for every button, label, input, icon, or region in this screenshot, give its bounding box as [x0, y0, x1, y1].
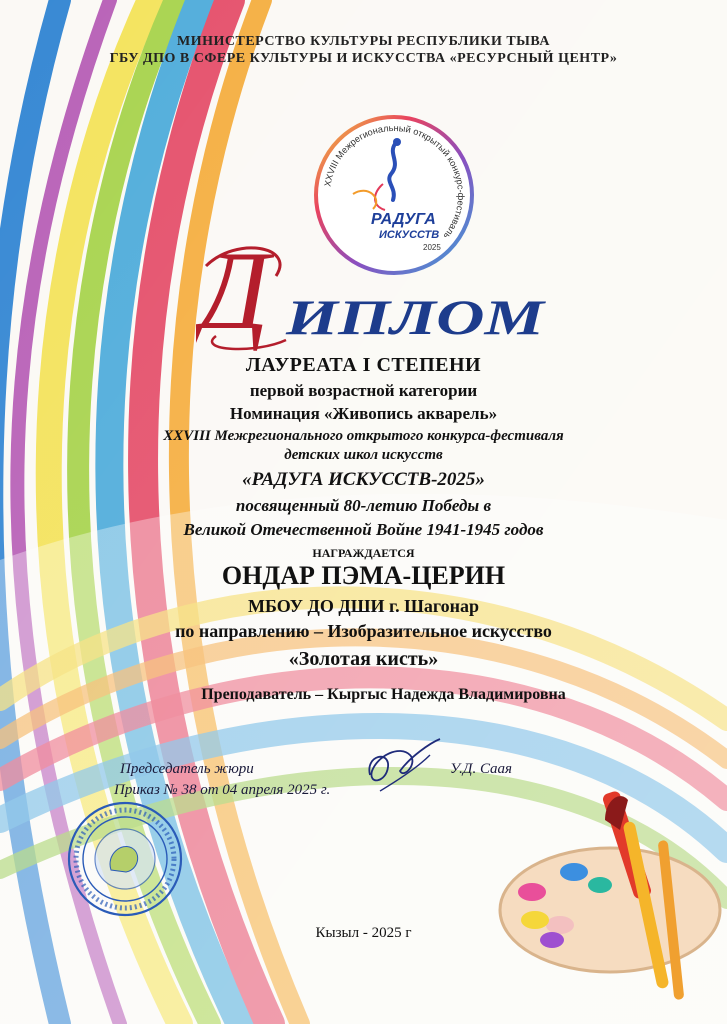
festival-name: «РАДУГА ИСКУССТВ-2025»	[242, 469, 485, 490]
contest-line1: XXVIII Межрегионального открытого конкурса-фестиваля	[163, 428, 564, 444]
recipient-school: МБОУ ДО ДШИ г. Шагонар	[247, 596, 480, 616]
teacher: Преподаватель – Кыргыс Надежда Владимировна	[201, 686, 566, 703]
signature-mark	[360, 735, 446, 793]
header-ministry: МИНИСТЕРСТВО КУЛЬТУРЫ РЕСПУБЛИКИ ТЫВА	[177, 34, 550, 49]
age-category: первой возрастной категории	[249, 381, 478, 400]
dedication-line1: посвященный 80-летию Победы в	[235, 496, 492, 515]
chair-name: У.Д. Саая	[450, 761, 513, 777]
paint-palette-illustration	[490, 780, 727, 1010]
diploma-title	[196, 236, 556, 354]
nomination: Номинация «Живопись акварель»	[229, 404, 498, 423]
order-number: Приказ № 38 от 04 апреля 2025 г.	[114, 782, 331, 798]
dedication-line2: Великой Отечественной Войне 1941-1945 годов	[183, 520, 544, 539]
header-organization: ГБУ ДПО В СФЕРЕ КУЛЬТУРЫ И ИСКУССТВА «РЕСУРСНЫЙ ЦЕНТР»	[109, 51, 618, 66]
logo-ring-text: XXVIII Межрегиональный открытый конкурс-фестиваль	[322, 122, 467, 241]
laureate-degree: ЛАУРЕАТА I СТЕПЕНИ	[245, 354, 482, 376]
logo-year: 2025	[423, 243, 441, 252]
title-initial: Д	[198, 236, 270, 353]
contest-line2: детских школ искусств	[284, 447, 443, 463]
work-title: «Золотая кисть»	[288, 648, 439, 670]
recipient-name: ОНДАР ПЭМА-ЦЕРИН	[221, 561, 506, 590]
art-direction: по направлению – Изобразительное искусство	[175, 621, 552, 641]
title-rest: ИПЛОМ	[284, 289, 547, 345]
official-stamp	[66, 800, 184, 918]
logo-name-radiga: РАДУГА	[371, 211, 436, 228]
place-year: Кызыл - 2025 г	[315, 925, 412, 941]
chair-label: Председатель жюри	[120, 761, 254, 777]
logo-name-iskusstv: ИСКУССТВ	[379, 229, 440, 241]
awarded-label: НАГРАЖДАЕТСЯ	[312, 546, 415, 560]
